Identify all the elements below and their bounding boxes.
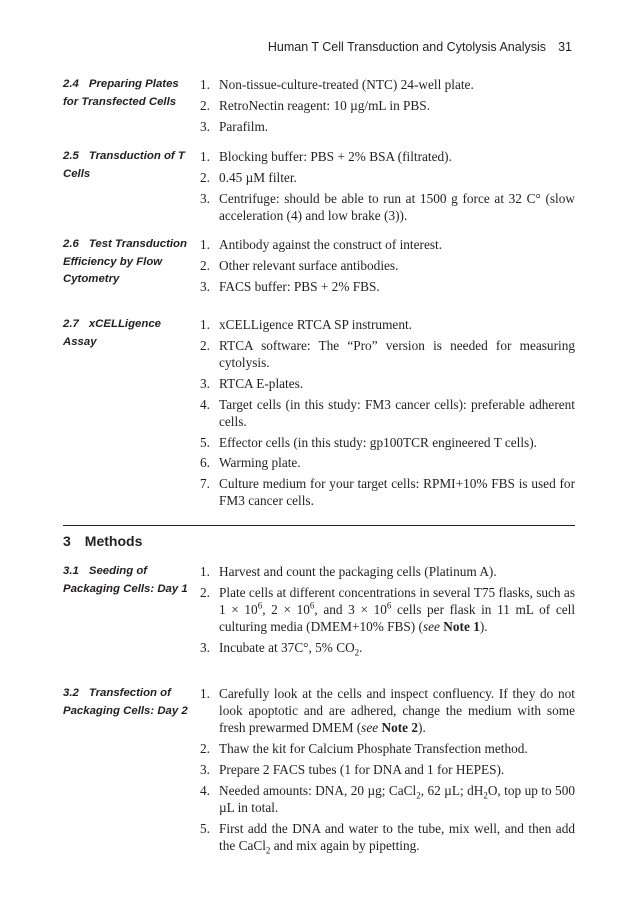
section-2-6 <box>63 236 575 306</box>
steps-list <box>200 685 575 858</box>
section-2-4 <box>63 76 575 136</box>
section-heading <box>63 316 188 351</box>
section-title: Test Transduction Efficiency by Flow Cytometry <box>63 238 187 285</box>
section-title: Preparing Plates for Transfected Cells <box>63 78 179 108</box>
materials-list <box>200 76 575 138</box>
section-2-7 <box>63 316 575 516</box>
section-3-2 <box>63 685 575 856</box>
see-reference: see <box>361 720 379 736</box>
section-title: Transduction of T Cells <box>63 150 185 180</box>
section-number: 2.6 <box>63 238 79 250</box>
list-item: 1. Non-tissue-culture-treated (NTC) 24-well plate. <box>200 77 474 92</box>
section-heading <box>63 76 188 111</box>
list-item: 1. Carefully look at the cells and inspect confluency. If they do not look apoptotic and are adhered, change the medium with some fresh prewarmed DMEM (see Note 2). <box>200 686 575 736</box>
list-item: 7. Culture medium for your target cells: RPMI+10% FBS is used for FM3 cancer cells. <box>200 476 575 509</box>
see-reference: see <box>422 619 440 635</box>
section-heading <box>63 148 188 183</box>
section-number: 2.4 <box>63 78 79 90</box>
list-item: 4. Needed amounts: DNA, 20 µg; CaCl$_2$, 62 µL; $dH_2O$, top up to 500 µL in total. <box>200 782 575 815</box>
list-item: 1. xCELLigence RTCA SP instrument. <box>200 317 412 332</box>
list-item: 6. Warming plate. <box>200 455 301 471</box>
section-number: 3.1 <box>63 565 79 577</box>
list-item: 1. Blocking buffer: PBS + 2% BSA (filtrated). <box>200 149 452 164</box>
materials-list <box>200 316 575 513</box>
section-heading <box>63 563 188 598</box>
section-title: Transfection of Packaging Cells: Day 2 <box>63 687 188 717</box>
materials-list <box>200 148 575 228</box>
methods-heading <box>63 533 142 549</box>
list-item: 2. Plate cells at different concentrations in several T75 flasks, such as $1 \times 10^6$, $2 \times 10^6$, and $3 \times 10^6$ cells per flask in 11 mL of cell culturing media (DMEM+10% FBS) (see Note 1). <box>200 584 576 635</box>
list-item: 1. Harvest and count the packaging cells (Platinum A). <box>200 564 497 579</box>
section-title: xCELLigence Assay <box>63 318 162 348</box>
section-divider <box>63 525 575 526</box>
list-item: 1. Antibody against the construct of interest. <box>200 237 443 252</box>
chapter-section-number: 3 <box>63 533 71 549</box>
list-item: 5. First add the DNA and water to the tube, mix well, and then add the CaCl$_2$ and mix again by pipetting. <box>200 820 575 856</box>
section-3-1 <box>63 563 575 673</box>
list-item: 2. Other relevant surface antibodies. <box>200 257 399 273</box>
list-item: 4. Target cells (in this study: FM3 cancer cells): preferable adherent cells. <box>200 396 575 429</box>
list-item: 2. 0.45 µM filter. <box>200 169 297 185</box>
chapter-section-title: Methods <box>84 533 143 549</box>
list-item: 2. RetroNectin reagent: 10 µg/mL in PBS. <box>200 97 431 113</box>
note-reference[interactable]: Note 2 <box>381 720 419 736</box>
list-item: 3. Parafilm. <box>200 118 269 134</box>
page-number: 31 <box>558 40 572 54</box>
materials-list <box>200 236 575 298</box>
list-item: 3. FACS buffer: PBS + 2% FBS. <box>200 278 380 294</box>
list-item: 3. Incubate at 37C°, 5% $CO_2$. <box>200 640 363 658</box>
section-2-5 <box>63 148 575 228</box>
list-item: 3. Centrifuge: should be able to run at 1500 g force at 32 C° (slow acceleration (4) and low brake (3)). <box>200 190 575 223</box>
section-number: 2.5 <box>63 150 79 162</box>
list-item: 3. RTCA E-plates. <box>200 375 304 391</box>
list-item: 5. Effector cells (in this study: gp100TCR engineered T cells). <box>200 434 537 450</box>
running-header <box>0 40 638 60</box>
list-item: 2. RTCA software: The “Pro” version is needed for measuring cytolysis. <box>200 337 575 370</box>
section-number: 3.2 <box>63 687 79 699</box>
running-title: Human T Cell Transduction and Cytolysis Analysis <box>267 40 546 54</box>
steps-list <box>200 563 575 660</box>
section-heading <box>63 685 188 720</box>
list-item: 3. Prepare 2 FACS tubes (1 for DNA and 1 for HEPES). <box>200 762 505 777</box>
note-reference[interactable]: Note 1 <box>443 619 480 635</box>
section-number: 2.7 <box>63 318 79 330</box>
section-heading <box>63 236 188 289</box>
list-item: 2. Thaw the kit for Calcium Phosphate Transfection method. <box>200 741 528 757</box>
section-title: Seeding of Packaging Cells: Day 1 <box>63 565 188 595</box>
